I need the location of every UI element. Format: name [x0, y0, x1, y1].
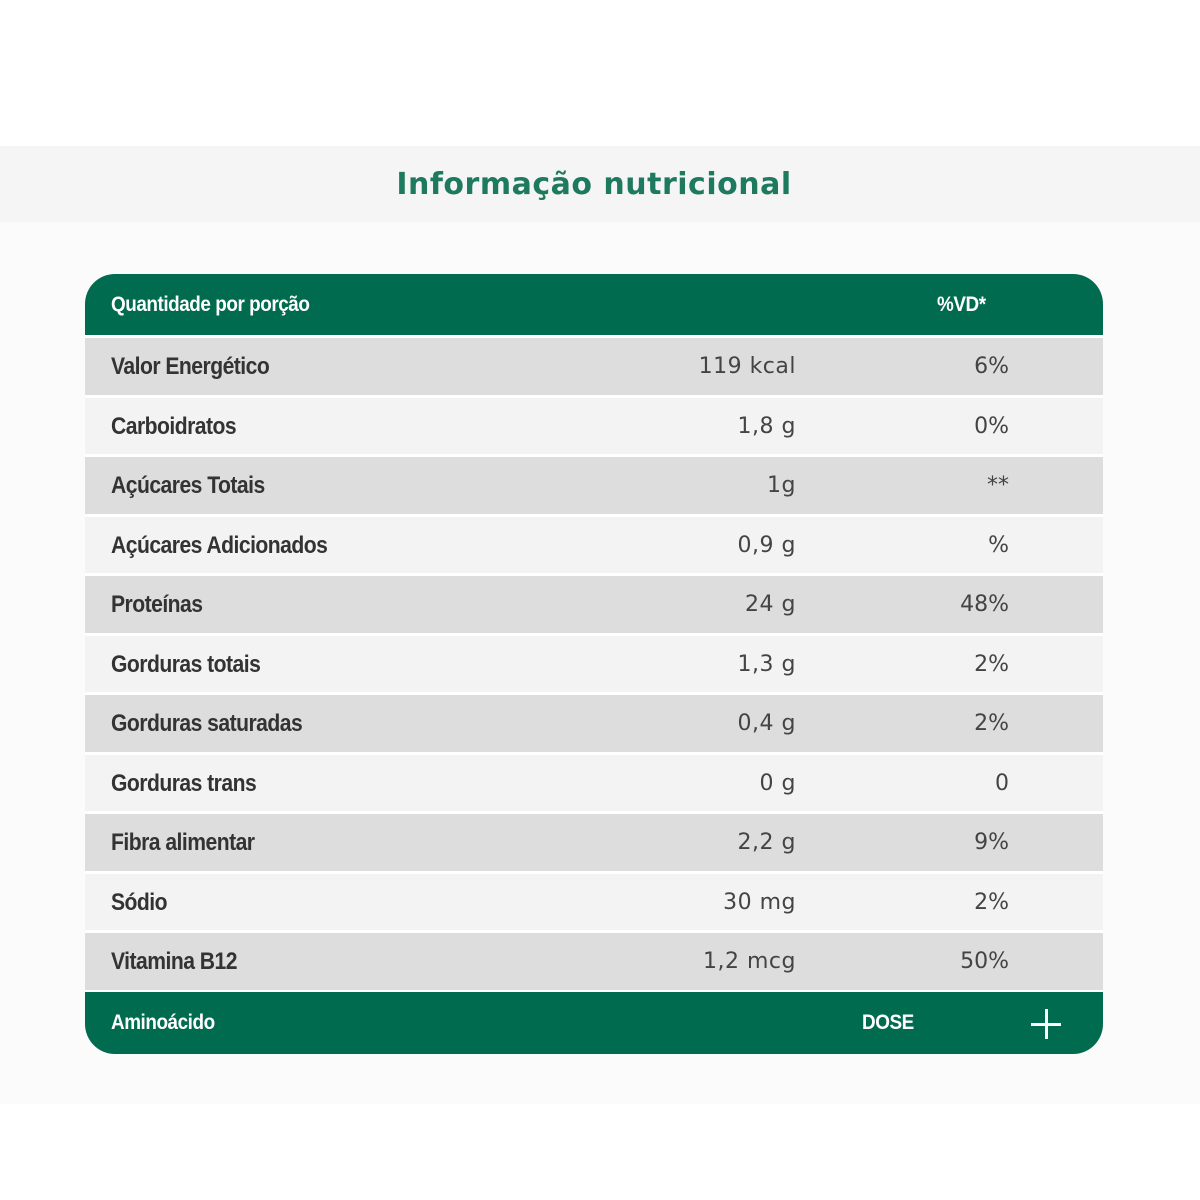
nutrient-name: Fibra alimentar	[111, 829, 255, 856]
nutrient-name: Açúcares Adicionados	[111, 531, 328, 559]
nutrient-vd: **	[987, 473, 1009, 498]
nutrient-name: Gorduras saturadas	[111, 710, 303, 737]
table-row	[85, 871, 1103, 931]
header-vd-label: %VD*	[937, 293, 986, 316]
nutrient-quantity: 0,9 g	[737, 532, 796, 558]
header-quantity-label: Quantidade por porção	[111, 293, 310, 316]
nutrient-quantity: 24 g	[745, 592, 796, 617]
table-body	[85, 335, 1103, 990]
nutrient-name: Valor Energético	[111, 353, 270, 380]
nutrient-vd: 2%	[974, 711, 1009, 736]
nutrient-name: Gorduras trans	[111, 769, 257, 797]
table-row	[85, 811, 1103, 871]
nutrient-vd: 0%	[974, 413, 1009, 439]
nutrient-vd: 48%	[960, 592, 1009, 617]
title-band	[0, 146, 1200, 222]
table-row	[85, 633, 1103, 693]
amino-acid-label: Aminoácido	[111, 1011, 215, 1034]
page-title: Informação nutricional	[396, 166, 792, 202]
nutrient-name: Vitamina B12	[111, 948, 237, 975]
nutrient-quantity: 0 g	[759, 770, 796, 796]
plus-icon[interactable]	[1031, 1009, 1061, 1039]
amino-acid-accordion-header[interactable]	[85, 992, 1103, 1054]
nutrient-quantity: 1,8 g	[737, 413, 796, 439]
nutrient-name: Sódio	[111, 888, 168, 916]
nutrient-name: Açúcares Totais	[111, 472, 265, 499]
table-row	[85, 395, 1103, 455]
nutrient-vd: 50%	[960, 949, 1009, 974]
nutrient-name: Carboidratos	[111, 412, 237, 440]
nutrient-vd: 2%	[974, 889, 1009, 915]
table-row	[85, 454, 1103, 514]
nutrient-vd: 9%	[974, 830, 1009, 855]
table-row	[85, 514, 1103, 574]
nutrient-name: Proteínas	[111, 591, 203, 618]
nutrient-quantity: 1g	[767, 473, 796, 498]
table-row	[85, 573, 1103, 633]
nutrient-vd: 6%	[974, 354, 1009, 379]
table-row	[85, 752, 1103, 812]
nutrient-name: Gorduras totais	[111, 650, 261, 678]
nutrient-quantity: 1,3 g	[737, 651, 796, 677]
table-row	[85, 692, 1103, 752]
nutrient-vd: 0	[995, 770, 1009, 796]
nutrient-quantity: 119 kcal	[698, 354, 796, 379]
nutrient-quantity: 30 mg	[723, 889, 796, 915]
nutrient-vd: 2%	[974, 651, 1009, 677]
table-row	[85, 930, 1103, 990]
nutrient-quantity: 0,4 g	[737, 711, 796, 736]
table-header	[85, 274, 1103, 335]
nutrition-table	[85, 274, 1103, 1054]
dose-label: DOSE	[862, 1011, 914, 1034]
nutrient-quantity: 2,2 g	[737, 830, 796, 855]
table-row	[85, 335, 1103, 395]
nutrient-vd: %	[988, 532, 1009, 558]
nutrient-quantity: 1,2 mcg	[703, 949, 796, 974]
